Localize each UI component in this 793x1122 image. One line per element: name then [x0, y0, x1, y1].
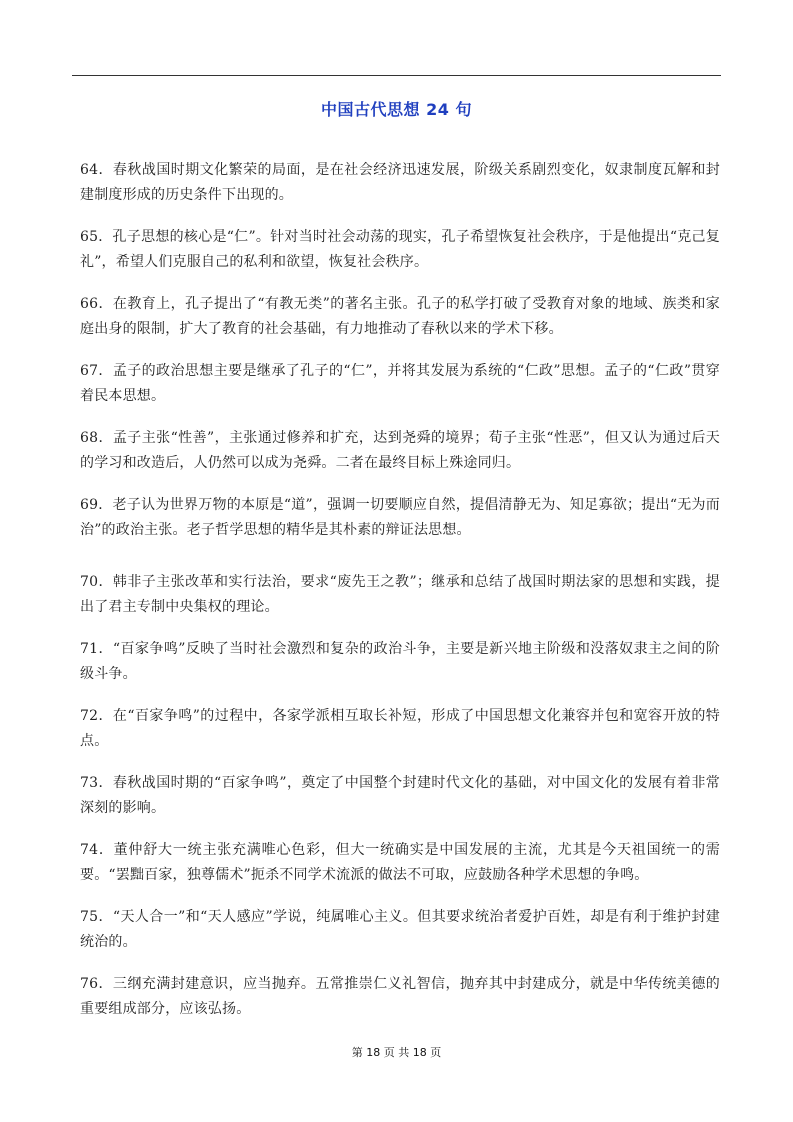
paragraph-75: 75．“天人合一”和“天人感应”学说，纯属唯心主义。但其要求统治者爱护百姓，却是有利于维护封建统治的。 — [80, 909, 720, 950]
paragraph-71: 71．“百家争鸣”反映了当时社会激烈和复杂的政治斗争，主要是新兴地主阶级和没落奴隶主之间的阶级斗争。 — [80, 641, 720, 682]
page-number: 第 18 页 共 18 页 — [351, 1046, 442, 1059]
paragraph-64: 64．春秋战国时期文化繁荣的局面，是在社会经济迅速发展，阶级关系剧烈变化，奴隶制度瓦解和封建制度形成的历史条件下出现的。 — [80, 162, 720, 203]
paragraph-70: 70．韩非子主张改革和实行法治，要求“废先王之教”；继承和总结了战国时期法家的思想和实践，提出了君主专制中央集权的理论。 — [80, 574, 720, 615]
paragraph-76: 76．三纲充满封建意识，应当抛弃。五常推崇仁义礼智信，抛弃其中封建成分，就是中华传统美德的重要组成部分，应该弘扬。 — [80, 976, 720, 1017]
paragraph-66: 66．在教育上，孔子提出了“有教无类”的著名主张。孔子的私学打破了受教育对象的地域、族类和家庭出身的限制，扩大了教育的社会基础，有力地推动了春秋以来的学术下移。 — [80, 296, 720, 337]
paragraph-65: 65．孔子思想的核心是“仁”。针对当时社会动荡的现实，孔子希望恢复社会秩序，于是他提出“克己复礼”，希望人们克服自己的私利和欲望，恢复社会秩序。 — [80, 229, 720, 270]
paragraph-68: 68．孟子主张“性善”，主张通过修养和扩充，达到尧舜的境界；荀子主张“性恶”，但又认为通过后天的学习和改造后，人仍然可以成为尧舜。二者在最终目标上殊途同归。 — [80, 430, 720, 471]
paragraph-73: 73．春秋战国时期的“百家争鸣”，奠定了中国整个封建时代文化的基础，对中国文化的发展有着非常深刻的影响。 — [80, 775, 720, 816]
paragraph-69: 69．老子认为世界万物的本原是“道”，强调一切要顺应自然，提倡清静无为、知足寡欲；提出“无为而治”的政治主张。老子哲学思想的精华是其朴素的辩证法思想。 — [80, 497, 720, 538]
document-body — [80, 158, 720, 1039]
header-rule — [72, 75, 721, 76]
paragraph-74: 74．董仲舒大一统主张充满唯心色彩，但大一统确实是中国发展的主流，尤其是今天祖国统一的需要。“罢黜百家，独尊儒术”扼杀不同学术流派的做法不可取，应鼓励各种学术思想的争鸣。 — [80, 842, 720, 883]
paragraph-72: 72．在“百家争鸣”的过程中，各家学派相互取长补短，形成了中国思想文化兼容并包和宽容开放的特点。 — [80, 708, 720, 749]
document-title: 中国古代思想 24 句 — [321, 100, 472, 119]
paragraph-67: 67．孟子的政治思想主要是继承了孔子的“仁”，并将其发展为系统的“仁政”思想。孟子的“仁政”贯穿着民本思想。 — [80, 363, 720, 404]
